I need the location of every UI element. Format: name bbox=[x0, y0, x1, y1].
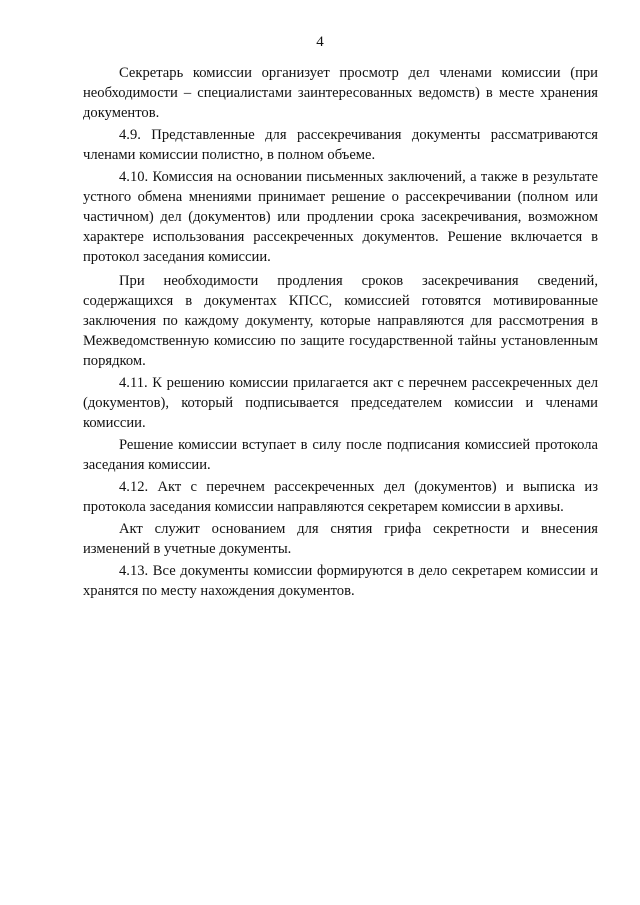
page-number: 4 bbox=[316, 34, 324, 50]
paragraph-4-11: 4.11. К решению комиссии прилагается акт с перечнем рассекреченных дел (документов), который подписывается председателем комиссии и членами комиссии. bbox=[83, 375, 598, 431]
paragraph-4-13: 4.13. Все документы комиссии формируются в дело секретарем комиссии и хранятся по месту нахождения документов. bbox=[83, 563, 598, 599]
paragraph-extension: При необходимости продления сроков засекречивания сведений, содержащихся в документах КПСС, комиссией готовятся мотивированные заключения по каждому документу, которые направляются для рассмотрения в Межведомственную комиссию по защите государственной тайны установленным порядком. bbox=[83, 273, 598, 369]
paragraph-decision-effect: Решение комиссии вступает в силу после подписания комиссией протокола заседания комиссии. bbox=[83, 437, 598, 473]
paragraph-4-9: 4.9. Представленные для рассекречивания документы рассматриваются членами комиссии полистно, в полном объеме. bbox=[83, 127, 598, 163]
paragraph-act-basis: Акт служит основанием для снятия грифа секретности и внесения изменений в учетные документы. bbox=[83, 521, 598, 557]
paragraph-4-12: 4.12. Акт с перечнем рассекреченных дел (документов) и выписка из протокола заседания комиссии направляются секретарем комиссии в архивы. bbox=[83, 479, 598, 515]
paragraph-review-procedure: Секретарь комиссии организует просмотр дел членами комиссии (при необходимости – специалистами заинтересованных ведомств) в месте хранения документов. bbox=[83, 65, 598, 121]
document-body bbox=[83, 63, 598, 601]
paragraph-4-10: 4.10. Комиссия на основании письменных заключений, а также в результате устного обмена мнениями принимает решение о рассекречивании (полном или частичном) дел (документов) или продлении срока засекречивания, возможном характере использования рассекреченных документов. Решение включается в протокол заседания комиссии. bbox=[83, 169, 598, 265]
